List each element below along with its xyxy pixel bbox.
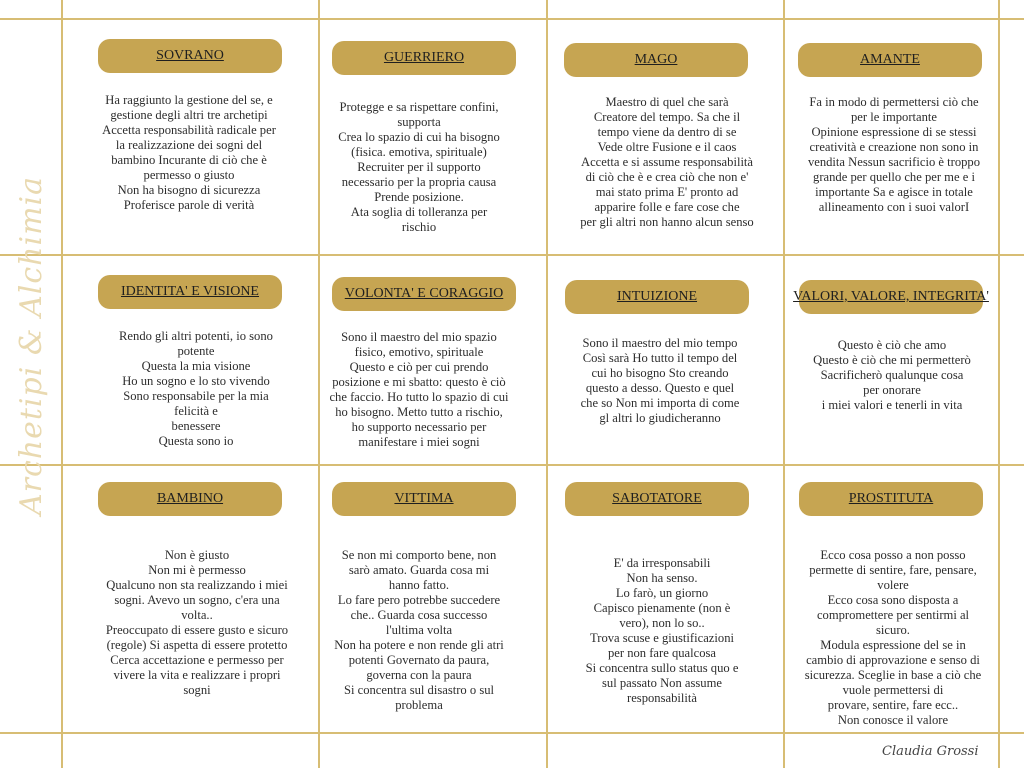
card-desc-prostituta: Ecco cosa posso a non posso permette di sentire, fare, pensare, volere Ecco cosa sono disposta a compromettere per sentirmi al sicuro. Modula espressione del se in cambio di approvazione e senso di sicurezza. Sceglie in base a ciò che vuole permettersi di provare, sentire, fare ecc.. Non conosce il valore: [804, 548, 982, 727]
card-desc-sovrano: Ha raggiunto la gestione del se, e gestione degli altri tre archetipi Accetta responsabilità radicale per la realizzazione dei sogni del bambino Incurante di ciò che è permesso o giusto Non ha bisogno di sicurezza Proferisce parole di verità: [102, 93, 276, 212]
card-title-sovrano: SOVRANO: [98, 39, 282, 73]
card-desc-identita-e-visione: Rendo gli altri potenti, io sono potente Questa la mia visione Ho un sogno e lo sto vivendo Sono responsabile per la mia felicità e benessere Questa sono io: [119, 329, 273, 448]
grid-line-h4: [0, 732, 1024, 734]
grid-line-h1: [0, 18, 1024, 20]
card-title-intuizione: INTUIZIONE: [565, 280, 749, 314]
card-title-sabotatore: SABOTATORE: [565, 482, 749, 516]
card-desc-amante: Fa in modo di permettersi ciò che per le importante Opinione espressione di se stessi creatività e creazione non sono in vendita Nessun sacrificio è troppo grande per quello che per me e i importante Sa e agisce in totale allineamento con i suoi valorI: [807, 95, 981, 214]
card-desc-intuizione: Sono il maestro del mio tempo Così sarà Ho tutto il tempo del cui ho bisogno Sto creando questo a desso. Questo e quel che so Non mi importa di come gl altri lo giudicheranno: [580, 336, 740, 425]
signature: Claudia Grossi: [882, 744, 979, 759]
card-title-vittima: VITTIMA: [332, 482, 516, 516]
card-desc-sabotatore: E' da irresponsabili Non ha senso. Lo farò, un giorno Capisco pienamente (non è vero), non lo so.. Trova scuse e giustificazioni per non fare qualcosa Si concentra sullo status quo e sul passato Non assume responsabilità: [585, 556, 739, 705]
card-desc-volonta-e-coraggio: Sono il maestro del mio spazio fisico, emotivo, spirituale Questo e ciò per cui prendo posizione e mi sbatto: questo è ciò che faccio. Ho tutto lo spazio di cui ho bisogno. Metto tutto a rischio, ho supporto necessario per manifestare i miei sogni: [329, 330, 509, 449]
card-title-identita-e-visione: IDENTITA' E VISIONE: [98, 275, 282, 309]
side-title-text: Archetipi & Alchimia: [13, 175, 49, 515]
grid-line-h2: [0, 254, 1024, 256]
card-desc-vittima: Se non mi comporto bene, non sarò amato. Guarda cosa mi hanno fatto. Lo fare pero potrebbe succedere che.. Guarda cosa successo l'ultima volta Non ha potere e non rende gli atri potenti Governato da paura, governa con la paura Si concentra sul disastro o sul problema: [334, 548, 504, 712]
card-title-mago: MAGO: [564, 43, 748, 77]
card-desc-guerriero: Protegge e sa rispettare confini, supporta Crea lo spazio di cui ha bisogno (fisica. emotiva, spirituale) Recruiter per il supporto necessario per la propria causa Prende posizione. Ata soglia di tolleranza per rischio: [338, 100, 500, 234]
card-title-amante: AMANTE: [798, 43, 982, 77]
card-desc-mago: Maestro di quel che sarà Creatore del tempo. Sa che il tempo viene da dentro di se Vede oltre Fusione e il caos Accetta e si assume responsabilità di ciò che è e crea ciò che non e' mai stato prima E' pronto ad apparire folle e fare cose che per gli altri non hanno alcun senso: [580, 95, 754, 229]
grid-line-h3: [0, 464, 1024, 466]
card-desc-valori-valore-integrita: Questo è ciò che amo Questo è ciò che mi permetterò Sacrificherò qualunque cosa per onorare i miei valori e tenerli in vita: [813, 338, 971, 412]
card-title-valori-valore-integrita: VALORI, VALORE, INTEGRITA': [799, 280, 983, 314]
card-title-volonta-e-coraggio: VOLONTA' E CORAGGIO: [332, 277, 516, 311]
card-title-bambino: BAMBINO: [98, 482, 282, 516]
card-desc-bambino: Non è giusto Non mi è permesso Qualcuno non sta realizzando i miei sogni. Avevo un sogno, c'era una volta.. Preoccupato di essere gusto e sicuro (regole) Si aspetta di essere protetto Cerca accettazione e permesso per vivere la vita e realizzare i propri sogni: [105, 548, 289, 697]
grid-line-v3: [546, 0, 548, 768]
card-title-prostituta: PROSTITUTA: [799, 482, 983, 516]
side-title: [0, 175, 62, 515]
card-title-guerriero: GUERRIERO: [332, 41, 516, 75]
